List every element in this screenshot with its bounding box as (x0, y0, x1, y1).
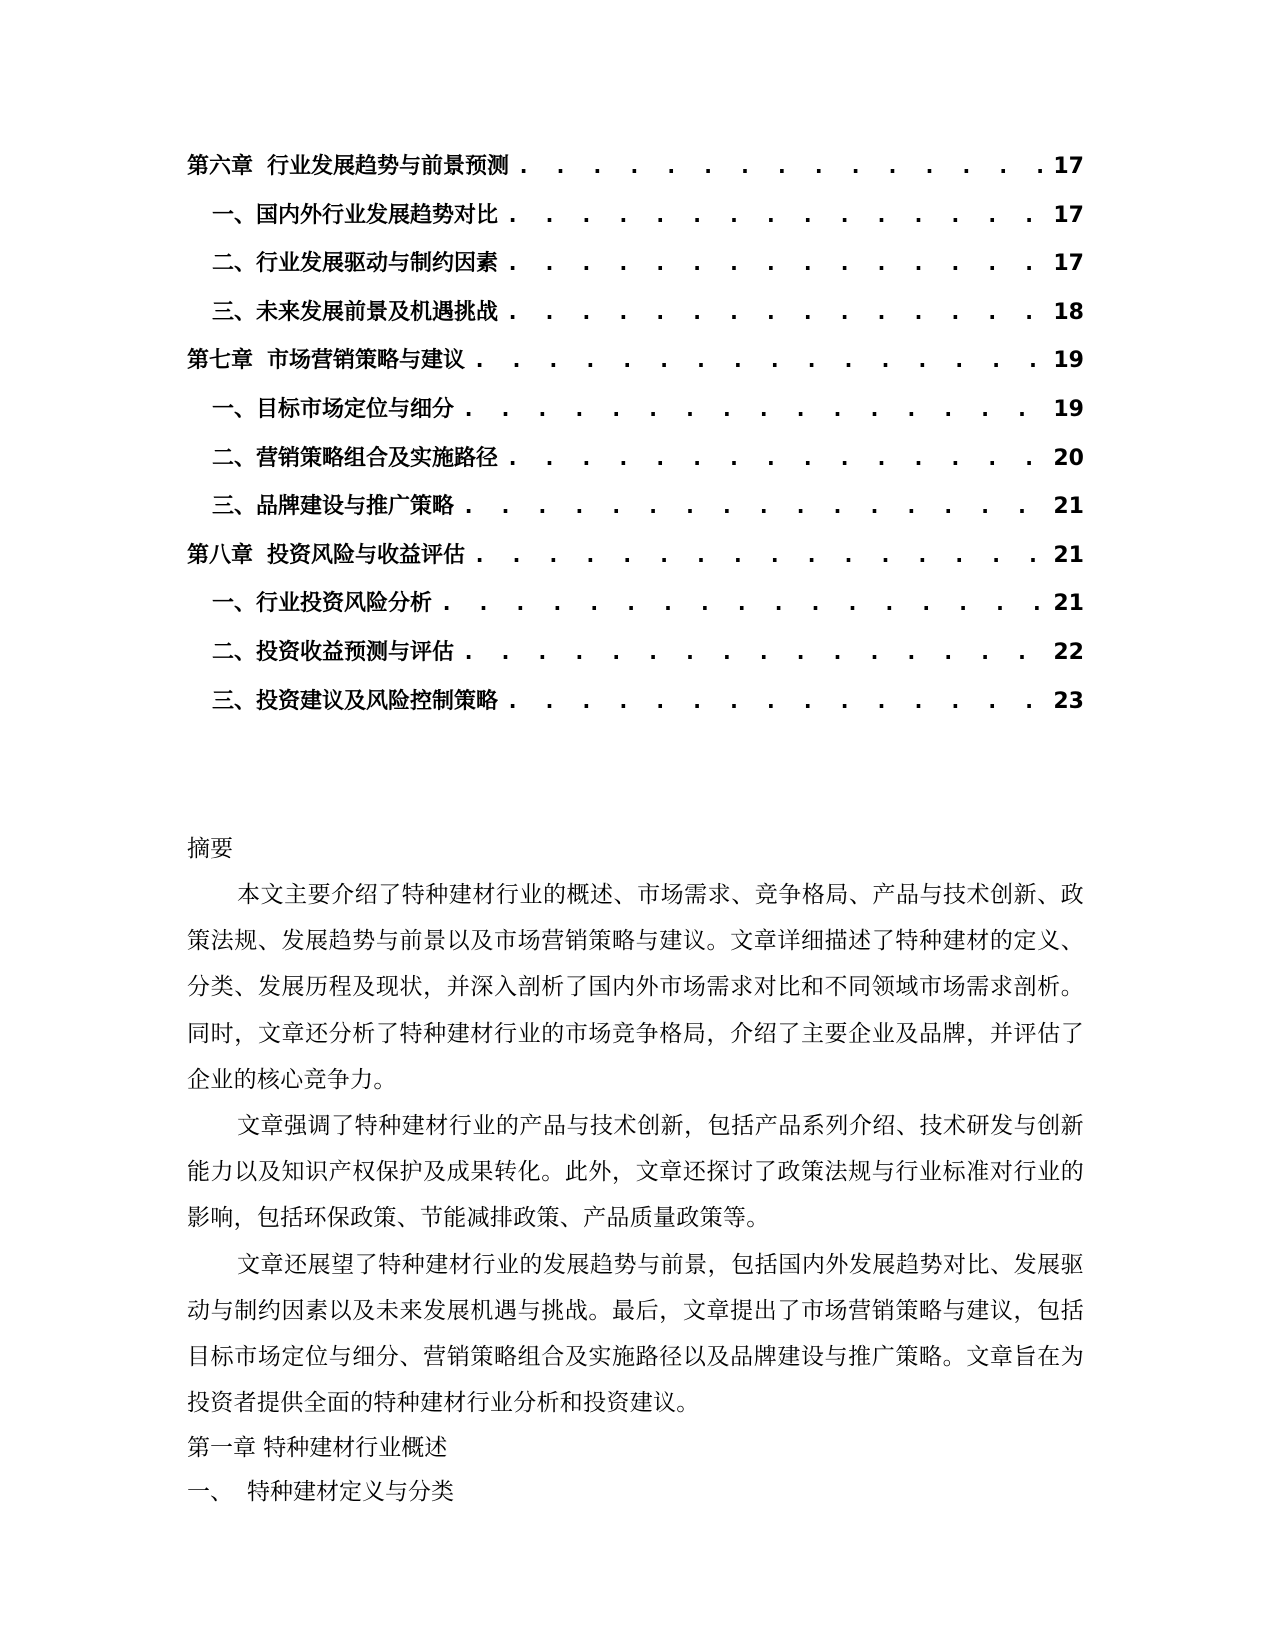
toc-entry-title: 行业投资风险分析 (256, 591, 433, 617)
toc-page-number: 19 (1053, 396, 1084, 422)
toc-page-number: 19 (1053, 348, 1084, 374)
toc-entry[interactable] (187, 386, 1084, 435)
toc-section-number: 三、 (212, 494, 257, 520)
toc-dot-leader (506, 192, 1047, 241)
section-title: 特种建材定义与分类 (247, 1479, 454, 1506)
toc-page-number: 17 (1053, 154, 1084, 179)
toc-section-number: 三、 (212, 688, 257, 714)
toc-entry-title: 行业发展趋势与前景预测 (267, 154, 510, 179)
toc-dot-leader (473, 532, 1047, 581)
toc-entry-title: 营销策略组合及实施路径 (256, 445, 499, 471)
toc-page-number: 20 (1053, 445, 1084, 471)
toc-dot-leader (517, 143, 1047, 192)
toc-page-number: 22 (1053, 639, 1084, 665)
toc-page-number: 18 (1053, 299, 1084, 325)
toc-entry[interactable] (187, 580, 1084, 629)
toc-entry-title: 目标市场定位与细分 (256, 396, 455, 422)
toc-entry[interactable] (187, 483, 1084, 532)
toc-dot-leader (506, 435, 1047, 484)
toc-chapter-number: 第八章 (187, 542, 254, 568)
toc-entry-title: 品牌建设与推广策略 (256, 494, 455, 520)
toc-section-number: 一、 (212, 396, 257, 422)
toc-section-number: 三、 (212, 299, 257, 325)
toc-page-number: 17 (1053, 251, 1084, 277)
toc-dot-leader (506, 289, 1047, 338)
toc-entry-title: 行业发展驱动与制约因素 (256, 251, 499, 277)
toc-entry[interactable] (187, 337, 1084, 386)
toc-entry-title: 投资收益预测与评估 (256, 639, 455, 665)
toc-dot-leader (473, 337, 1047, 386)
toc-entry-title: 市场营销策略与建议 (267, 348, 466, 374)
toc-page-number: 17 (1053, 202, 1084, 228)
toc-dot-leader (462, 483, 1047, 532)
abstract-paragraph: 本文主要介绍了特种建材行业的概述、市场需求、竞争格局、产品与技术创新、政策法规、发展趋势与前景以及市场营销策略与建议。文章详细描述了特种建材的定义、分类、发展历程及现状，并深入剖析了国内外市场需求对比和不同领域市场需求剖析。同时，文章还分析了特种建材行业的市场竞争格局，介绍了主要企业及品牌，并评估了企业的核心竞争力。 (187, 882, 1084, 1093)
section-number: 一、 (187, 1479, 233, 1506)
abstract-paragraph: 文章强调了特种建材行业的产品与技术创新，包括产品系列介绍、技术研发与创新能力以及知识产权保护及成果转化。此外，文章还探讨了政策法规与行业标准对行业的影响，包括环保政策、节能减排政策、产品质量政策等。 (187, 1113, 1084, 1232)
toc-entry[interactable] (187, 678, 1084, 727)
toc-page-number: 21 (1053, 494, 1084, 520)
toc-section-number: 二、 (212, 639, 257, 665)
toc-entry[interactable] (187, 240, 1084, 289)
toc-section-number: 一、 (212, 202, 257, 228)
toc-entry[interactable] (187, 532, 1084, 581)
toc-page-number: 21 (1053, 542, 1084, 568)
toc-page-number: 21 (1053, 591, 1084, 617)
toc-page-number: 23 (1053, 688, 1084, 714)
toc-section-number: 一、 (212, 591, 257, 617)
toc-entry[interactable] (187, 289, 1084, 338)
toc-entry-title: 未来发展前景及机遇挑战 (256, 299, 499, 325)
abstract-heading: 摘要 (187, 836, 233, 862)
table-of-contents (187, 143, 1084, 726)
toc-entry-title: 投资风险与收益评估 (267, 542, 466, 568)
toc-chapter-number: 第六章 (187, 154, 254, 179)
toc-dot-leader (462, 629, 1047, 678)
toc-dot-leader (506, 240, 1047, 289)
toc-entry-title: 国内外行业发展趋势对比 (256, 202, 499, 228)
toc-entry[interactable] (187, 435, 1084, 484)
toc-section-number: 二、 (212, 445, 257, 471)
toc-entry-title: 投资建议及风险控制策略 (256, 688, 499, 714)
chapter-heading: 第一章 特种建材行业概述 (187, 1435, 448, 1462)
document-body (187, 826, 1084, 1514)
toc-dot-leader (440, 580, 1047, 629)
toc-entry[interactable] (187, 143, 1084, 192)
toc-dot-leader (506, 678, 1047, 727)
abstract-paragraph: 文章还展望了特种建材行业的发展趋势与前景，包括国内外发展趋势对比、发展驱动与制约因素以及未来发展机遇与挑战。最后，文章提出了市场营销策略与建议，包括目标市场定位与细分、营销策略组合及实施路径以及品牌建设与推广策略。文章旨在为投资者提供全面的特种建材行业分析和投资建议。 (187, 1251, 1084, 1417)
toc-dot-leader (462, 386, 1047, 435)
section-heading (187, 1470, 1084, 1514)
toc-chapter-number: 第七章 (187, 348, 254, 374)
toc-entry[interactable] (187, 629, 1084, 678)
toc-section-number: 二、 (212, 251, 257, 277)
toc-entry[interactable] (187, 192, 1084, 241)
